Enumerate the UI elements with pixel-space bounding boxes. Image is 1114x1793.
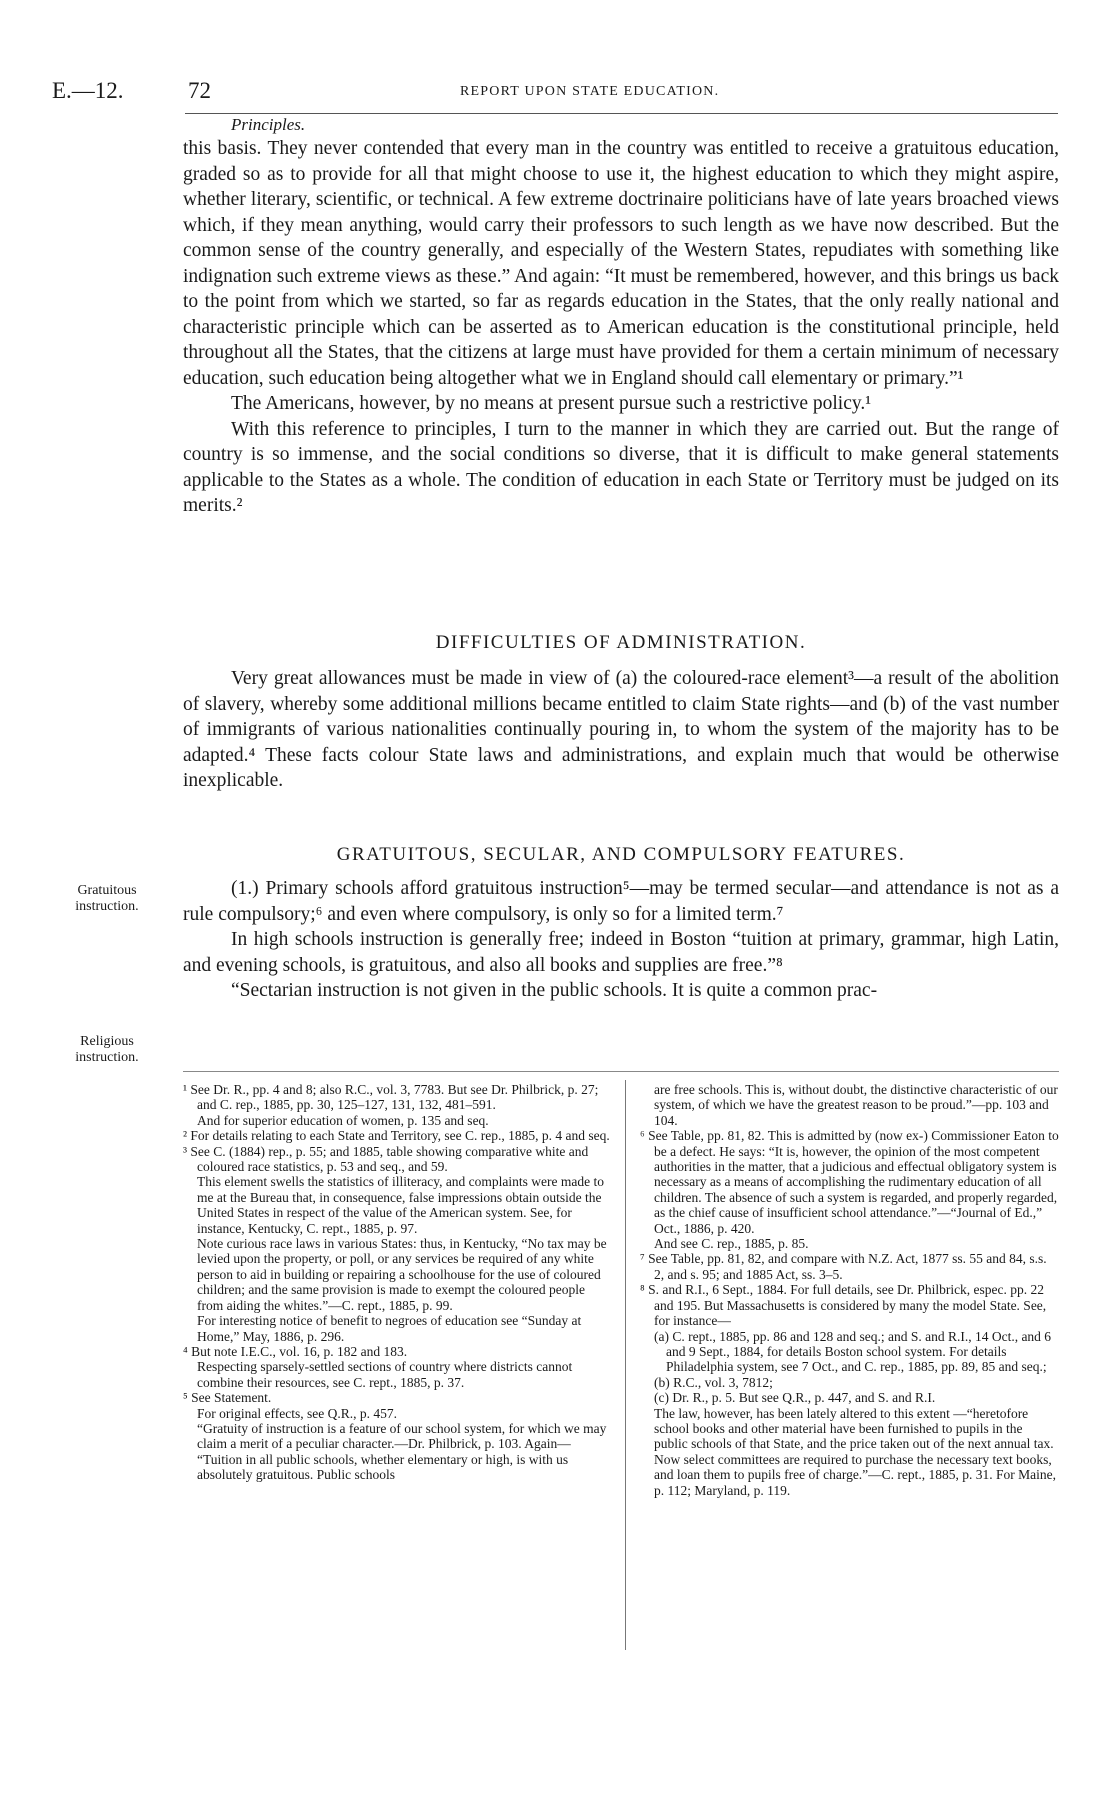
footnote: ⁸ S. and R.I., 6 Sept., 1884. For full details, see Dr. Philbrick, espec. pp. 22 and 195. But Massachusetts is considered by many the model State. See, for instance— (640, 1282, 1047, 1329)
intro-block (183, 114, 1059, 519)
footnotes-right-column (640, 1082, 1059, 1498)
footnote: And see C. rep., 1885, p. 85. (654, 1236, 809, 1252)
difficulties-block (183, 666, 1059, 794)
page-header (0, 78, 1114, 108)
footnote: ⁵ See Statement. (183, 1390, 272, 1406)
footnote-rule (183, 1071, 1059, 1072)
document-reference: E.—12. (52, 78, 124, 103)
heading-gratuitous: GRATUITOUS, SECULAR, AND COMPULSORY FEATURES. (336, 844, 906, 865)
section-label: Principles. (231, 115, 306, 134)
paragraph-3: With this reference to principles, I turn to the manner in which they are carried out. But the range of country is so immense, and the social conditions so diverse, that it is difficult to make general statements applicable to the States as a whole. The condition of education in each State or Territory must be judged on its merits.² (183, 418, 1059, 516)
footnote: “Gratuity of instruction is a feature of our school system, for which we may claim a merit of a peculiar character.—Dr. Philbrick, p. 103. Again— (197, 1420, 607, 1452)
paragraph-1: this basis. They never contended that every man in the country was entitled to receive a gratuitous education, graded so as to provide for all that might choose to use it, the highest education to which they might aspire, whether literary, scientific, or technical. A few extreme doctrinaire politicians have of late years broached views which, if they mean anything, would carry their professors to such length as we have now described. But the common sense of the country generally, and especially of the Western States, repudiates with something like indignation such extreme views as these.” And again: “It must be remembered, however, and this brings us back to the point from which we started, so far as regards education in the States, that the only really national and characteristic principle which can be asserted as to American education is the constitutional principle, held throughout all the States, that the citizens at large must have provided for them a certain minimum of necessary education, such education being altogether what we in England should call elementary or primary.”¹ (183, 138, 1059, 389)
footnote: ¹ See Dr. R., pp. 4 and 8; also R.C., vol. 3, 7783. But see Dr. Philbrick, p. 27; and C. rep., 1885, pp. 30, 125–127, 131, 132, 481–591. (183, 1082, 599, 1113)
footnote: The law, however, has been lately altered to this extent —“heretofore school books and other material have been furnished to pupils in the public schools of that State, and the price taken out of the next annual tax. Now select committees are required to purchase the necessary text books, and loan them to pupils free of charge.”—C. rept., 1885, p. 31. For Maine, p. 112; Maryland, p. 119. (654, 1405, 1057, 1498)
footnote: ³ See C. (1884) rep., p. 55; and 1885, table showing comparative white and coloured race statistics, p. 53 and seq., and 59. (183, 1143, 589, 1175)
footnote: And for superior education of women, p. 135 and seq. (197, 1112, 489, 1128)
footnote: ⁶ See Table, pp. 81, 82. This is admitted by (now ex-) Commissioner Eaton to be a defect. He says: “It is, however, the opinion of the most competent authorities in the matter, that a judicious and effectual obligatory system is necessary as a means of accomplishing the rudimentary education of all children. The absence of such a system is regarded, and properly regarded, as the chief cause of insufficient school attendance.”—“Journal of Ed.,” Oct., 1886, p. 420. (640, 1128, 1059, 1236)
footnote: (c) Dr. R., p. 5. But see Q.R., p. 447, and S. and R.I. (654, 1390, 936, 1406)
page-number: 72 (188, 78, 211, 103)
footnote: ² For details relating to each State and Territory, see C. rep., 1885, p. 4 and seq. (183, 1128, 610, 1144)
footnote: ⁷ See Table, pp. 81, 82, and compare with N.Z. Act, 1877 ss. 55 and 84, s.s. 2, and s. 95; and 1885 Act, ss. 3–5. (640, 1251, 1047, 1282)
features-block (183, 876, 1059, 1004)
running-title: REPORT UPON STATE EDUCATION. (460, 84, 720, 99)
footnote: Respecting sparsely-settled sections of country where districts cannot combine their resources, see C. rept., 1885, p. 37. (197, 1359, 573, 1390)
footnote: Note curious race laws in various States: thus, in Kentucky, “No tax may be levied upon the property, or poll, or any services be required of any white person to aid in building or repairing a schoolhouse for the use of coloured children; and the same provision is made to exempt the coloured people from aiding the whites.”—C. rept., 1885, p. 99. (197, 1236, 607, 1313)
footnote: “Tuition in all public schools, whether elementary or high, is with us absolutely gratuitous. Public schools (197, 1451, 569, 1483)
footnote: (b) R.C., vol. 3, 7812; (654, 1374, 773, 1390)
footnote: (a) C. rept., 1885, pp. 86 and 128 and seq.; and S. and R.I., 14 Oct., and 6 and 9 Sept., 1884, for details Boston school system. For details Philadelphia system, see 7 Oct., and C. rep., 1885, pp. 89, 85 and seq.; (654, 1328, 1052, 1375)
footnote: are free schools. This is, without doubt, the distinctive characteristic of our system, of which we have the greatest reason to be proud.”—pp. 103 and 104. (654, 1082, 1058, 1128)
footnote: This element swells the statistics of illiteracy, and complaints were made to me at the Bureau that, in consequence, false impressions obtain outside the United States in respect of the value of the American system. See, for instance, Kentucky, C. rept., 1885, p. 97. (197, 1174, 605, 1236)
footnote-column-divider (625, 1080, 626, 1650)
heading-difficulties: DIFFICULTIES OF ADMINISTRATION. (435, 632, 807, 653)
footnote: For interesting notice of benefit to negroes of education see “Sunday at Home,” May, 1886, p. 296. (197, 1313, 582, 1344)
paragraph-6: In high schools instruction is generally free; indeed in Boston “tuition at primary, grammar, high Latin, and evening schools, is gratuitous, and also all books and supplies are free.”⁸ (183, 929, 1059, 976)
side-note-religious: Religious instruction. (75, 1034, 139, 1065)
paragraph-2: The Americans, however, by no means at present pursue such a restrictive policy.¹ (231, 393, 872, 414)
paragraph-7: “Sectarian instruction is not given in the public schools. It is quite a common prac- (231, 980, 878, 1001)
side-note-gratuitous: Gratuitous instruction. (75, 883, 139, 914)
footnote: For original effects, see Q.R., p. 457. (197, 1405, 397, 1421)
paragraph-5: (1.) Primary schools afford gratuitous instruction⁵—may be termed secular—and attendance is not as a rule compulsory;⁶ and even where compulsory, is only so for a limited term.⁷ (183, 878, 1059, 925)
footnotes-left-column (183, 1082, 614, 1483)
footnote: ⁴ But note I.E.C., vol. 16, p. 182 and 183. (183, 1343, 408, 1359)
paragraph-4: Very great allowances must be made in view of (a) the coloured-race element³—a result of the abolition of slavery, whereby some additional millions became entitled to claim State rights—and (b) of the vast number of immigrants of various nationalities continually pouring in, to whom the system of the majority has to be adapted.⁴ These facts colour State laws and administrations, and explain much that would be otherwise inexplicable. (183, 668, 1059, 791)
